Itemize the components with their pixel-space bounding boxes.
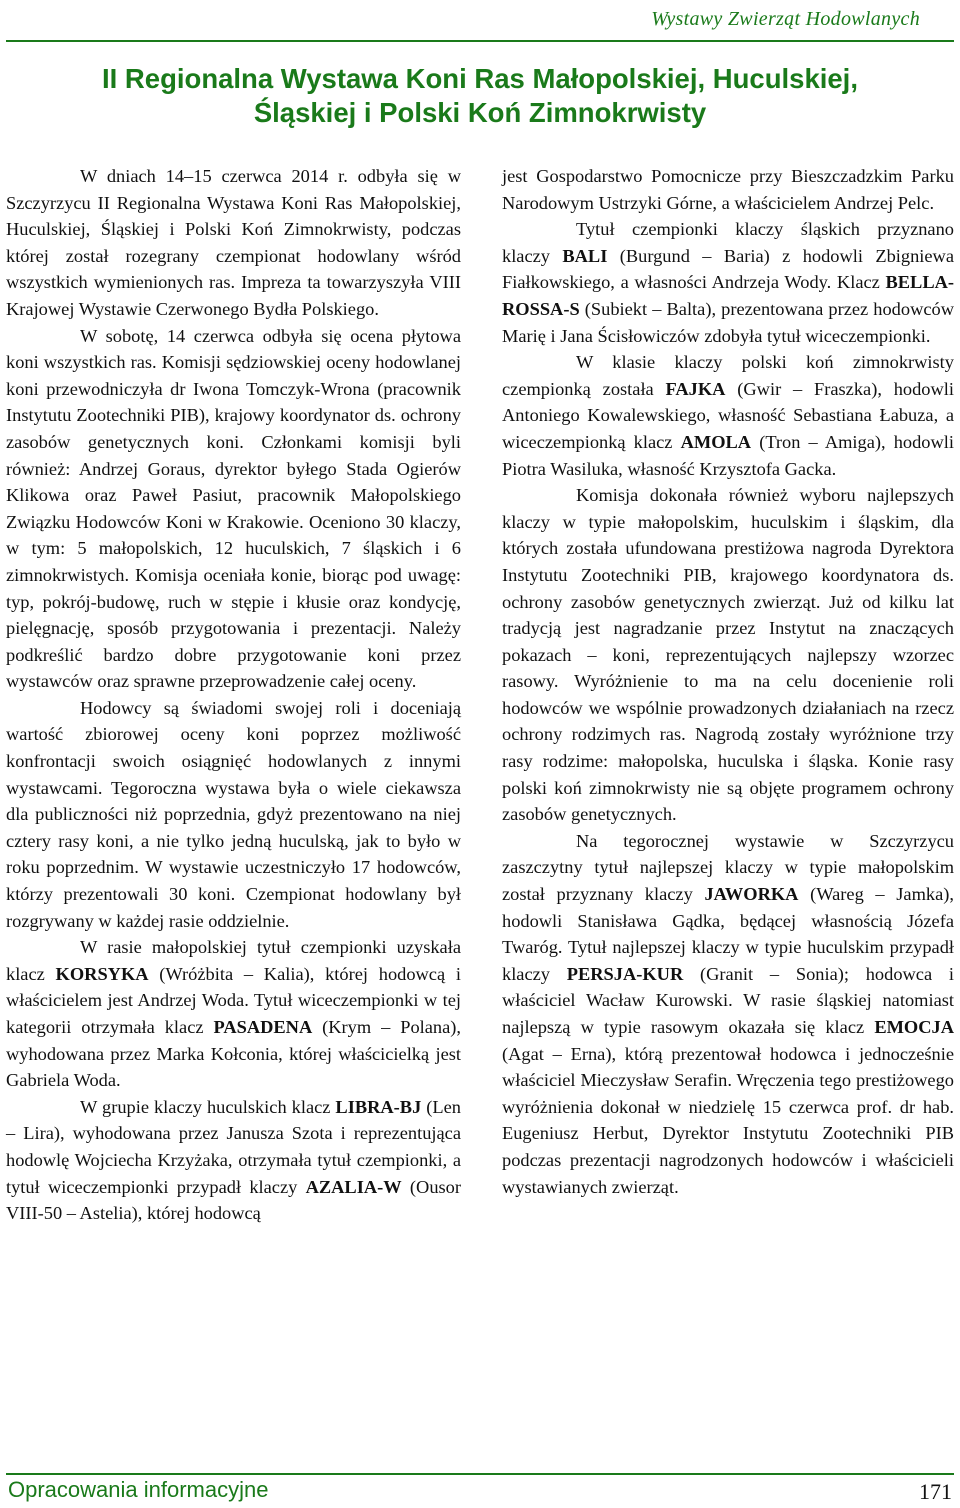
- paragraph: [6, 163, 461, 323]
- article-title-line-2: Śląskiej i Polski Koń Zimnokrwisty: [253, 97, 707, 128]
- header-rule: [6, 40, 954, 42]
- footer-label: Opracowania informacyjne: [8, 1477, 269, 1502]
- horse-name: PERSJA-KUR: [566, 963, 684, 984]
- paragraph: [502, 163, 954, 216]
- paragraph-text: Tytuł czempionki klaczy śląskich przyznano klaczy: [502, 219, 954, 266]
- horse-name: PASADENA: [213, 1017, 313, 1037]
- horse-name: JAWORKA: [704, 884, 799, 905]
- paragraph-text: (Ousor VIII-50 – Astelia), której hodowcą: [6, 1176, 461, 1224]
- paragraph-text: (Subiekt – Balta), prezentowana przez hodowców Marię i Jana Ścisłowiczów zdobyła tytuł wiceczempionki.: [502, 298, 954, 346]
- horse-name: KORSYKA: [55, 963, 149, 984]
- paragraph: [6, 934, 461, 1094]
- paragraph-text: (Krym – Polana), wyhodowana przez Marka Kołconia, której właścicielką jest Gabriela Woda.: [6, 1017, 461, 1091]
- paragraph-text: (Agat – Erna), którą prezentował hodowca i jednocześnie właściciel Mieczysław Serafin. Wręczenia tego prestiżowego wyróżnienia dokonał w niedzielę 15 czerwca prof. dr hab. Eugeniusz Herbut, Dyrektor Instytutu Zootechniki PIB podczas prezentacji nagrodzonych hodowców i właścicieli wystawianych zwierząt.: [502, 1043, 954, 1197]
- horse-name: FAJKA: [665, 378, 726, 399]
- paragraph: [502, 482, 954, 828]
- right-column: [502, 163, 954, 1200]
- paragraph-text: (Wareg – Jamka), hodowli Stanisława Gądka, będącej własnością Józefa Twaróg. Tytuł najlepszej klaczy w typie huculskim przypadł klaczy: [502, 884, 954, 984]
- horse-name: EMOCJA: [874, 1017, 954, 1037]
- paragraph-text: Hodowcy są świadomi swojej roli i doceniają wartość zbiorowej oceny koni poprzez możliwość konfrontacji swoich osiągnięć hodowlanych z innymi wystawcami. Tegoroczna wystawa była o wiele ciekawsza dla publiczności niż poprzednia, gdyż prezentowano na niej cztery rasy koni, a nie tylko jedną huculską, jak to było w roku poprzednim. W wystawie uczestniczyło 17 hodowców, którzy prezentowali 30 koni. Czempionat hodowlany był rozgrywany w każdej rasie oddzielnie.: [6, 697, 461, 931]
- paragraph-text: W grupie klaczy huculskich klacz: [80, 1096, 336, 1117]
- paragraph-text: W klasie klaczy polski koń zimnokrwisty czempionką została: [502, 352, 954, 399]
- horse-name: BELLA-ROSSA-S: [502, 272, 954, 319]
- paragraph: [502, 349, 954, 482]
- horse-name: LIBRA-BJ: [335, 1096, 422, 1117]
- paragraph: [6, 1094, 461, 1227]
- article-title: [0, 62, 960, 130]
- paragraph-text: jest Gospodarstwo Pomocnicze przy Bieszczadzkim Parku Narodowym Ustrzyki Górne, a właścicielem Andrzej Pelc.: [502, 166, 954, 213]
- paragraph-text: (Len – Lira), wyhodowana przez Janusza Szota i reprezentująca hodowlę Wojciecha Krzyżaka, otrzymała tytuł czempionki, a tytuł wiceczempionki przypadł klaczy: [6, 1096, 461, 1197]
- paragraph-text: (Granit – Sonia); hodowca i właściciel Wacław Kurowski. W rasie śląskiej natomiast najlepszą w typie rasowym okazała się klacz: [502, 963, 954, 1037]
- paragraph-text: (Wróżbita – Kalia), której hodowcą i właścicielem jest Andrzej Woda. Tytuł wiceczempionki w tej kategorii otrzymała klacz: [6, 963, 461, 1037]
- horse-name: AMOLA: [680, 431, 752, 452]
- paragraph-text: (Tron – Amiga), hodowli Piotra Wasiluka, własność Krzysztofa Gacka.: [502, 431, 954, 479]
- footer-rule: [6, 1473, 954, 1475]
- article-title-line-1: II Regionalna Wystawa Koni Ras Małopolskiej, Huculskiej,: [102, 63, 858, 94]
- running-header: Wystawy Zwierząt Hodowlanych: [651, 8, 920, 30]
- horse-name: BALI: [562, 245, 608, 266]
- paragraph-text: Na tegorocznej wystawie w Szczyrzycu zaszczytny tytuł najlepszej klaczy w typie małopolskim został przyznany klaczy: [502, 830, 954, 905]
- paragraph: [6, 695, 461, 934]
- paragraph: [502, 216, 954, 349]
- page-number: 171: [919, 1479, 952, 1504]
- horse-name: AZALIA-W: [305, 1176, 402, 1197]
- paragraph-text: W dniach 14–15 czerwca 2014 r. odbyła się w Szczyrzycu II Regionalna Wystawa Koni Ras Małopolskiej, Huculskiej, Śląskiej i Polski Koń Zimnokrwisty, podczas której został rozegrany czempionat hodowlany wśród wszystkich wymienionych ras. Impreza ta towarzyszyła VIII Krajowej Wystawie Czerwonego Bydła Polskiego.: [6, 166, 461, 319]
- paragraph-text: W rasie małopolskiej tytuł czempionki uzyskała klacz: [6, 937, 461, 984]
- paragraph-text: Komisja dokonała również wyboru najlepszych klaczy w typie małopolskim, huculskim i śląskim, dla których została ufundowana prestiżowa nagroda Dyrektora Instytutu Zootechniki PIB, krajowego koordynatora ds. ochrony zasobów genetycznych zwierząt. Już od kilku lat tradycją jest nagradzanie przez Instytut na znaczących pokazach – koni, reprezentujących najlepszy wzorzec rasowy. Wyróżnienie to ma na celu docenienie roli hodowców we wspólnie prowadzonych działaniach na rzecz ochrony rodzimych ras. Nagrodą zostały wyróżnione trzy rasy rodzime: małopolska, huculska i śląska. Konie rasy polski koń zimnokrwisty nie są objęte programem ochrony zasobów genetycznych.: [502, 485, 954, 825]
- left-column: [6, 163, 461, 1227]
- paragraph-text: W sobotę, 14 czerwca odbyła się ocena płytowa koni wszystkich ras. Komisji sędziowskiej oceny hodowlanej koni przewodniczyła dr Iwona Tomczyk-Wrona (pracownik Instytutu Zootechniki PIB), krajowy koordynator ds. ochrony zasobów genetycznych koni. Członkami komisji byli również: Andrzej Goraus, dyrektor byłego Stada Ogierów Klikowa oraz Paweł Pasiut, pracownik Małopolskiego Związku Hodowców Koni w Krakowie. Oceniono 30 klaczy, w tym: 5 małopolskich, 12 huculskich, 7 śląskich i 6 zimnokrwistych. Komisja oceniała konie, biorąc pod uwagę: typ, pokrój-budowę, ruch w stępie i kłusie oraz kondycję, pielęgnację, sposób przygotowania i prezentacji. Należy podkreślić bardzo dobre przygotowanie koni przez wystawców oraz sprawne przeprowadzenie całej oceny.: [6, 325, 461, 692]
- paragraph: [502, 828, 954, 1200]
- paragraph: [6, 323, 461, 695]
- paragraph-text: (Burgund – Baria) z hodowli Zbigniewa Fiałkowskiego, a własności Andrzeja Wody. Klacz: [502, 245, 954, 293]
- paragraph-text: (Gwir – Fraszka), hodowli Antoniego Kowalewskiego, własność Sebastiana Łabuza, a wiceczempionką klacz: [502, 378, 955, 452]
